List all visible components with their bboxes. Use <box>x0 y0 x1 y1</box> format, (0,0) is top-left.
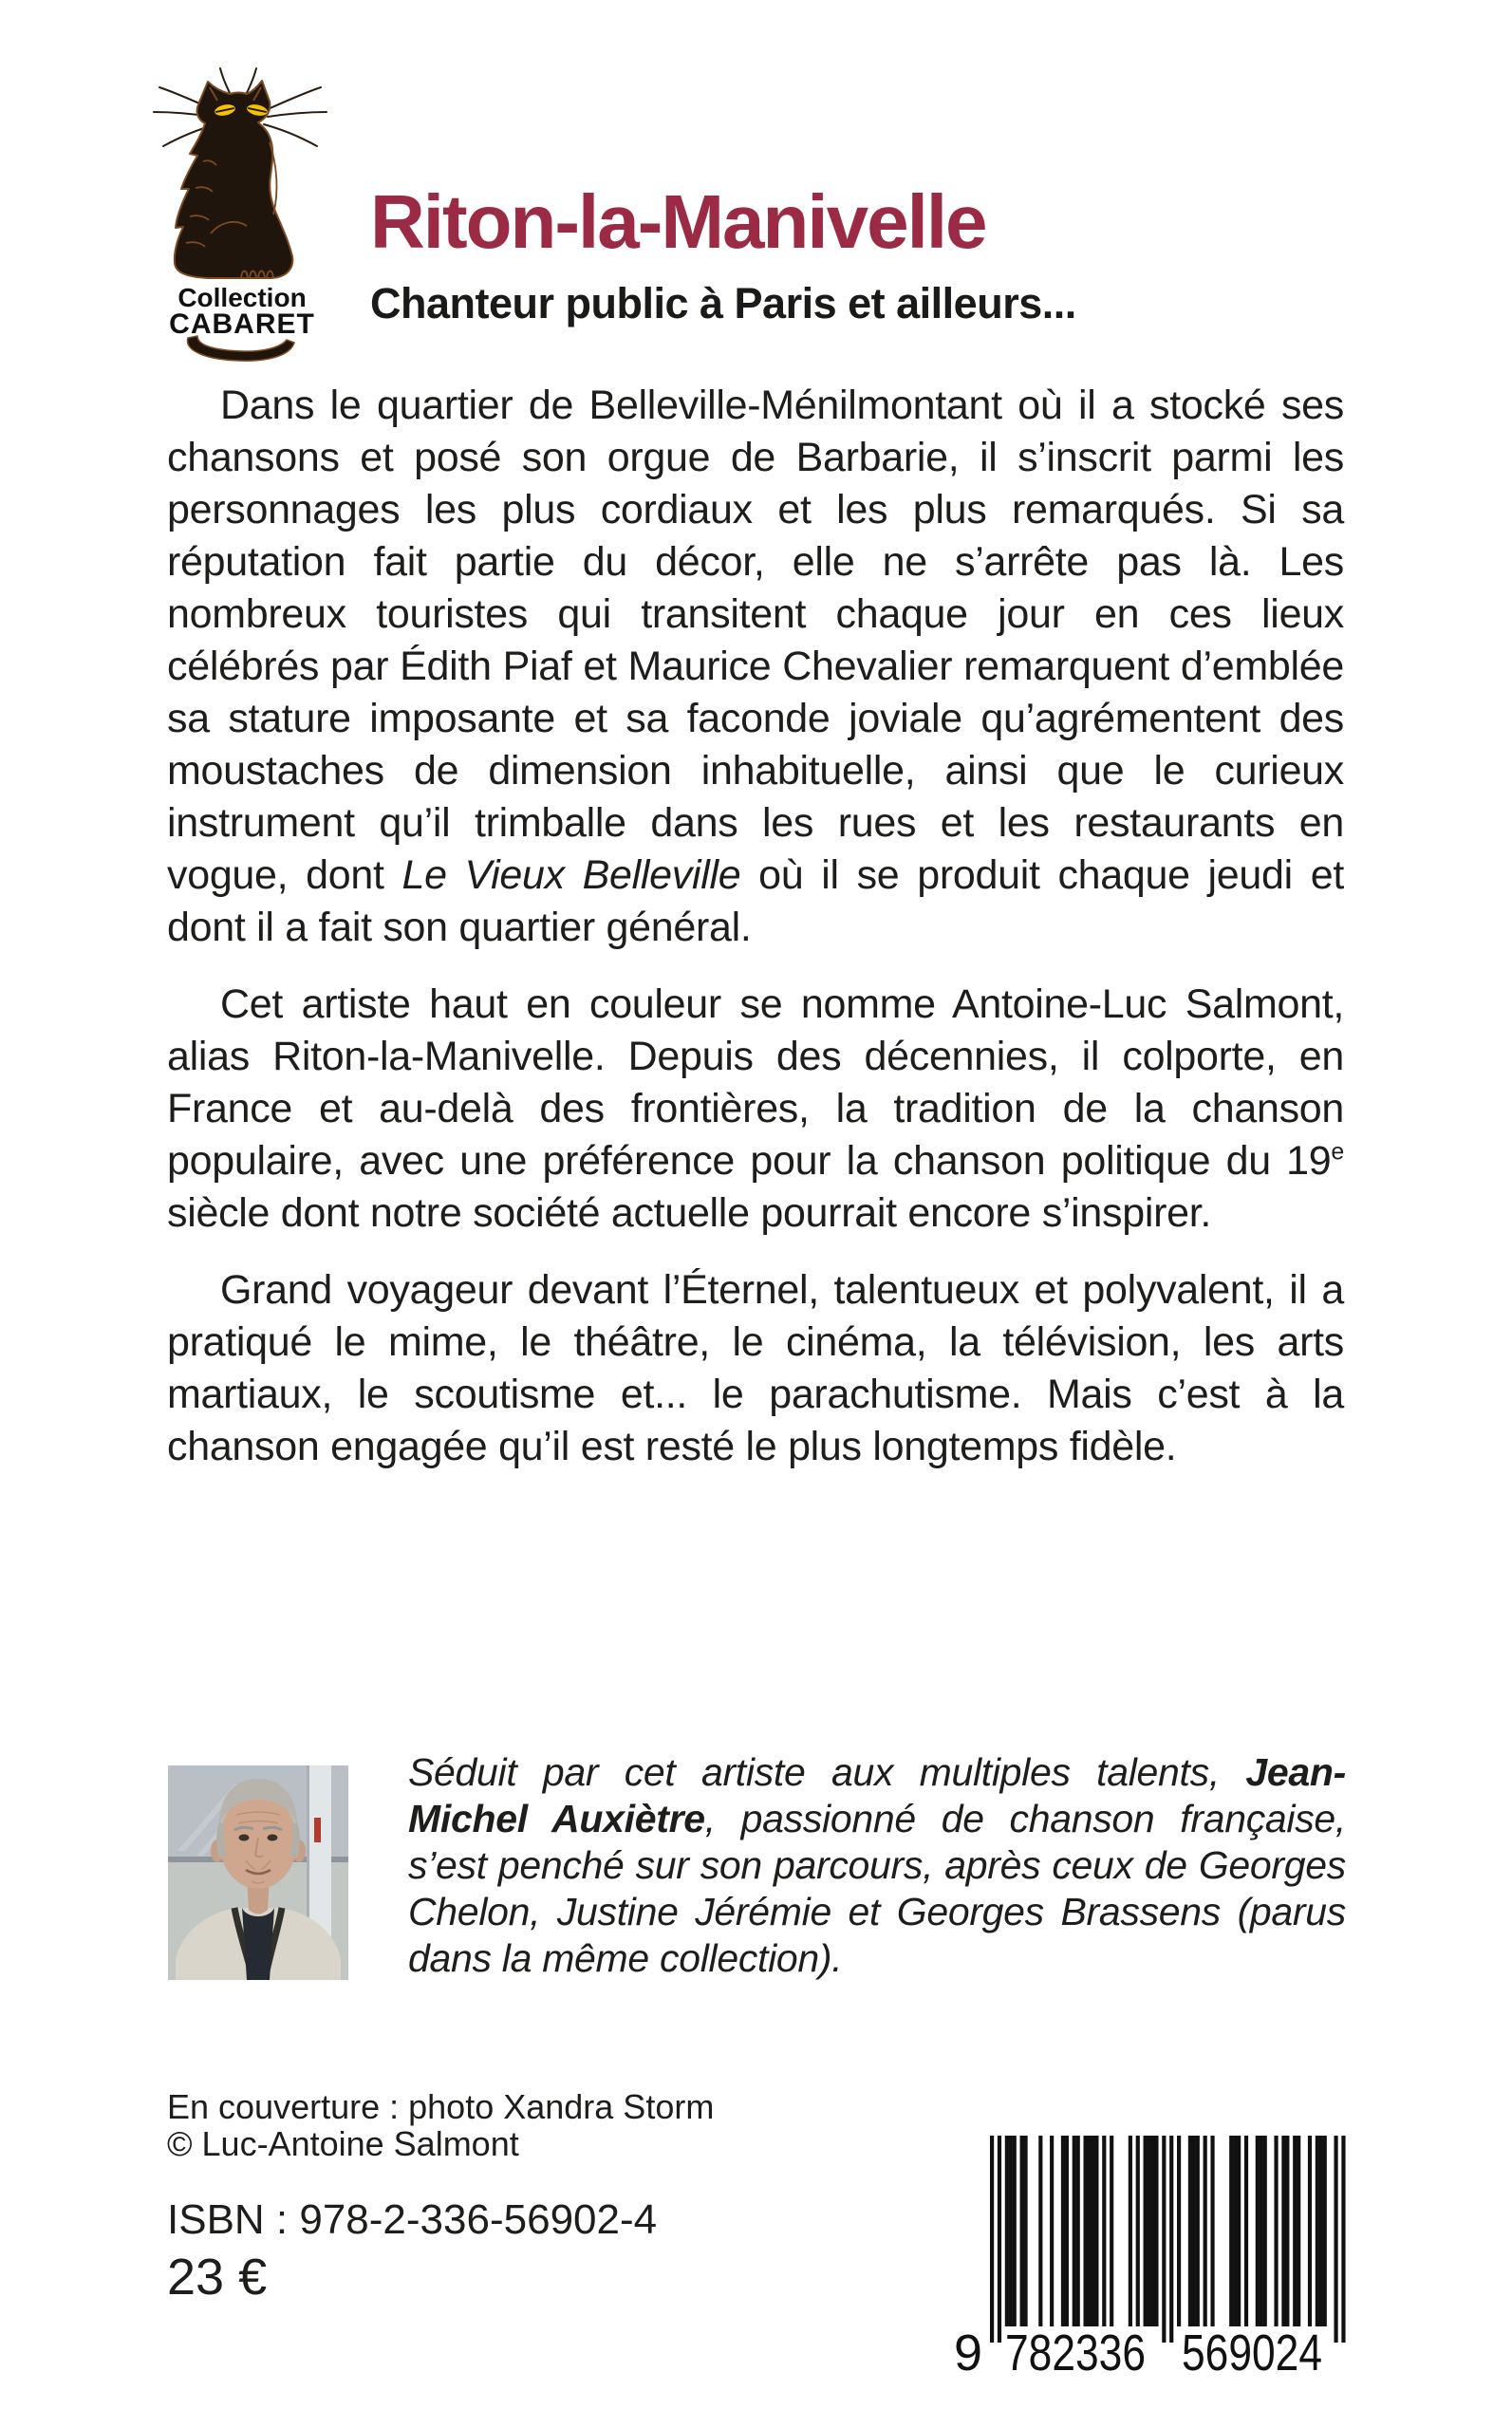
synopsis-paragraph-1 <box>167 380 1344 954</box>
author-name: Jean-Michel Auxiètre <box>408 1750 1346 1840</box>
author-note-text-end: , passionné de chanson française, s’est penché sur son parcours, après ceux de Georges Chelon, Justine Jérémie et Georges Brassens (parus dans la même collection). <box>408 1797 1346 1980</box>
barcode-svg <box>952 2136 1351 2375</box>
cover-credit-line1: En couverture : photo Xandra Storm <box>167 2087 715 2126</box>
author-photo <box>168 1765 348 1980</box>
ean13-barcode <box>952 2136 1351 2375</box>
author-note-text: Séduit par cet artiste aux multiples talents, <box>408 1750 1246 1794</box>
price: 23 € <box>167 2249 268 2306</box>
cover-credits <box>167 2088 714 2162</box>
barcode-digits-right: 569024 <box>1182 2325 1322 2375</box>
barcode-digit-first: 9 <box>954 2325 983 2375</box>
barcode-bars <box>990 2136 1346 2343</box>
collection-cabaret-logo <box>150 66 335 364</box>
book-title: Riton-la-Manivelle <box>370 179 986 264</box>
isbn: ISBN : 978-2-336-56902-4 <box>167 2196 658 2243</box>
para2-ordinal-superscript: e <box>1331 1138 1344 1166</box>
para1-text-end: où il se produit chaque jeudi et dont il a fait son quartier général. <box>167 852 1344 950</box>
para3-text: Grand voyageur devant l’Éternel, talentueux et polyvalent, il a pratiqué le mime, le théâtre, le cinéma, la télévision, les arts martiaux, le scoutisme et... le parachutisme. Mais c’est à la chanson engagée qu’il est resté le plus longtemps fidèle. <box>167 1267 1344 1469</box>
synopsis-paragraph-2 <box>167 979 1344 1240</box>
logo-collection-label: Collection <box>177 283 307 312</box>
author-portrait-image <box>168 1765 348 1980</box>
barcode-digits-left: 782336 <box>1005 2325 1146 2375</box>
book-subtitle: Chanteur public à Paris et ailleurs... <box>370 279 1076 327</box>
logo-cabaret-label: CABARET <box>169 308 315 340</box>
cover-credit-line2: © Luc-Antoine Salmont <box>167 2124 519 2163</box>
para1-venue-name: Le Vieux Belleville <box>401 852 741 898</box>
para2-text-end: siècle dont notre société actuelle pourrait encore s’inspirer. <box>167 1190 1212 1236</box>
para2-text: Cet artiste haut en couleur se nomme Antoine-Luc Salmont, alias Riton-la-Manivelle. Depuis des décennies, il colporte, en France et au-delà des frontières, la tradition de la chanson populaire, avec une préférence pour la chanson politique du 19 <box>167 981 1344 1184</box>
synopsis-paragraph-3 <box>167 1264 1344 1473</box>
title-block <box>370 179 1414 328</box>
author-note <box>408 1749 1346 1982</box>
chat-noir-cat-icon <box>150 66 335 364</box>
synopsis <box>167 380 1344 1498</box>
para1-text: Dans le quartier de Belleville-Ménilmontant où il a stocké ses chansons et posé son orgue de Barbarie, il s’inscrit parmi les personnages les plus cordiaux et les plus remarqués. Si sa réputation fait partie du décor, elle ne s’arrête pas là. Les nombreux touristes qui transitent chaque jour en ces lieux célébrés par Édith Piaf et Maurice Chevalier remarquent d’emblée sa stature imposante et sa faconde joviale qu’agrémentent des moustaches de dimension inhabituelle, ainsi que le curieux instrument qu’il trimballe dans les rues et les restaurants en vogue, dont <box>167 383 1344 898</box>
